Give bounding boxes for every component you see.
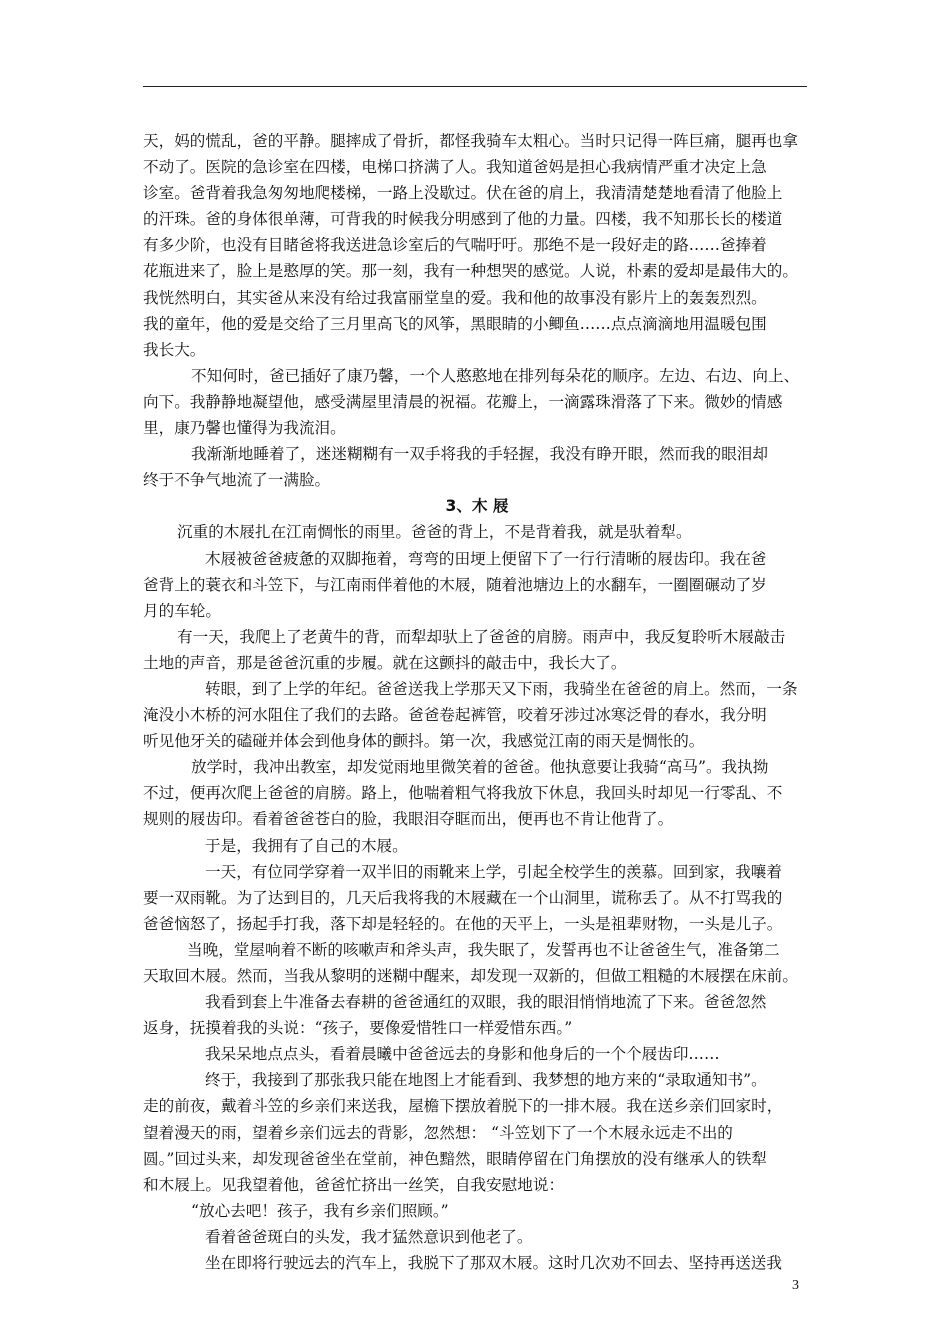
text-line: 走的前夜，戴着斗笠的乡亲们来送我，屋檐下摆放着脱下的一排木屐。我在送乡亲们回家时， [143, 1097, 783, 1116]
text-line: 望着漫天的雨，望着乡亲们远去的背影，忽然想： “斗笠划下了一个木屐永远走不出的 [143, 1123, 733, 1142]
text-line: 诊室。爸背着我急匆匆地爬楼梯，一路上没歇过。伏在爸的肩上，我清清楚楚地看清了他脸上 [143, 184, 783, 203]
text-line: 我恍然明白，其实爸从来没有给过我富丽堂皇的爱。我和他的故事没有影片上的轰轰烈烈。 [143, 288, 767, 307]
text-line: 里，康乃馨也懂得为我流泪。 [143, 419, 346, 438]
text-line: 我的童年，他的爱是交给了三月里高飞的风筝，黑眼睛的小鲫鱼……点点滴滴地用温暖包围 [143, 314, 767, 333]
text-line: 天，妈的慌乱，爸的平静。腿摔成了骨折，都怪我骑车太粗心。当时只记得一阵巨痛，腿再也拿 [143, 132, 798, 150]
text-line: 当晚，堂屋响着不断的咳嗽声和斧头声，我失眠了，发誓再也不让爸爸生气，准备第二 [187, 940, 780, 959]
text-line: 爸爸恼怒了，扬起手打我，落下却是轻轻的。在他的天平上，一头是祖辈财物，一头是儿子。 [143, 914, 783, 933]
text-line: “放心去吧！孩子，我有乡亲们照顾。” [191, 1201, 449, 1220]
page-number: 3 [792, 1278, 799, 1293]
text-line: 沉重的木屐扎在江南惆怅的雨里。爸爸的背上，不是背着我，就是驮着犁。 [177, 523, 692, 542]
text-line: 一天，有位同学穿着一双半旧的雨靴来上学，引起全校学生的羡慕。回到家，我嚷着 [205, 862, 782, 881]
text-line: 木屐被爸爸疲惫的双脚拖着，弯弯的田埂上便留下了一行行清晰的屐齿印。我在爸 [205, 549, 767, 568]
header-rule [143, 86, 807, 87]
text-line: 天取回木屐。然而，当我从黎明的迷糊中醒来，却发现一双新的，但做工粗糙的木屐摆在床前。 [143, 967, 798, 985]
document-body [143, 128, 811, 1276]
text-line: 爸背上的蓑衣和斗笠下，与江南雨伴着他的木屐，随着池塘边上的水翻车，一圈圈碾动了岁 [143, 575, 767, 594]
text-line: 终于不争气地流了一满脸。 [143, 471, 331, 490]
text-line: 我长大。 [143, 340, 206, 359]
text-line: 放学时，我冲出教室，却发觉雨地里微笑着的爸爸。他执意要让我骑“高马”。我执拗 [191, 758, 769, 777]
text-line: 的汗珠。爸的身体很单薄，可背我的时候我分明感到了他的力量。四楼，我不知那长长的楼道 [143, 210, 783, 229]
text-line: 规则的屐齿印。看着爸爸苍白的脸，我眼泪夺眶而出，便再也不肯让他背了。 [143, 810, 674, 829]
text-line: 坐在即将行驶远去的汽车上，我脱下了那双木屐。这时几次劝不回去、坚持再送送我 [205, 1254, 782, 1273]
text-line: 不动了。医院的急诊室在四楼，电梯口挤满了人。我知道爸妈是担心我病情严重才决定上急 [143, 158, 767, 177]
text-line: 有一天，我爬上了老黄牛的背，而犁却驮上了爸爸的肩膀。雨声中，我反复聆听木屐敲击 [177, 627, 786, 646]
text-line: 终于，我接到了那张我只能在地图上才能看到、我梦想的地方来的“录取通知书”。 [205, 1071, 767, 1090]
text-line: 于是，我拥有了自己的木屐。 [205, 836, 408, 855]
section-title: 3、木 屐 [445, 497, 509, 516]
text-line: 月的车轮。 [143, 601, 221, 620]
text-line: 向下。我静静地凝望他，感受满屋里清晨的祝福。花瓣上，一滴露珠滑落了下来。微妙的情感 [143, 392, 783, 411]
text-line: 土地的声音，那是爸爸沉重的步履。就在这颤抖的敲击中，我长大了。 [143, 653, 627, 672]
text-line: 淹没小木桥的河水阻住了我们的去路。爸爸卷起裤管，咬着牙涉过冰寒泛骨的春水，我分明 [143, 706, 767, 725]
text-line: 有多少阶，也没有目睹爸将我送进急诊室后的气喘吁吁。那绝不是一段好走的路……爸捧着 [143, 236, 767, 255]
text-line: 圆。”回过头来，却发现爸爸坐在堂前，神色黯然，眼睛停留在门角摆放的没有继承人的铁犁 [143, 1149, 767, 1168]
text-line: 我渐渐地睡着了，迷迷糊糊有一双手将我的手轻握，我没有睁开眼，然而我的眼泪却 [191, 445, 768, 464]
text-line: 返身，抚摸着我的头说：“孩子，要像爱惜牲口一样爱惜东西。” [143, 1019, 573, 1038]
text-line: 听见他牙关的磕碰并体会到他身体的颤抖。第一次，我感觉江南的雨天是惆怅的。 [143, 732, 705, 751]
text-line: 看着爸爸斑白的头发，我才猛然意识到他老了。 [205, 1227, 533, 1246]
text-line: 和木屐上。见我望着他，爸爸忙挤出一丝笑，自我安慰地说： [143, 1175, 565, 1194]
text-line: 我呆呆地点点头，看着晨曦中爸爸远去的身影和他身后的一个个屐齿印…… [205, 1045, 720, 1064]
text-line: 不过，便再次爬上爸爸的肩膀。路上，他喘着粗气将我放下休息，我回头时却见一行零乱、不 [143, 784, 783, 803]
text-line: 要一双雨靴。为了达到目的，几天后我将我的木屐藏在一个山洞里，谎称丢了。从不打骂我的 [143, 888, 783, 907]
text-line: 我看到套上牛准备去春耕的爸爸通红的双眼，我的眼泪悄悄地流了下来。爸爸忽然 [205, 993, 767, 1012]
text-line: 花瓶进来了，脸上是憨厚的笑。那一刻，我有一种想哭的感觉。人说，朴素的爱却是最伟大的。 [143, 262, 798, 281]
text-line: 转眼，到了上学的年纪。爸爸送我上学那天又下雨，我骑坐在爸爸的肩上。然而，一条 [205, 679, 798, 698]
text-line: 不知何时，爸已插好了康乃馨，一个人憨憨地在排列每朵花的顺序。左边、右边、向上、 [191, 366, 800, 385]
